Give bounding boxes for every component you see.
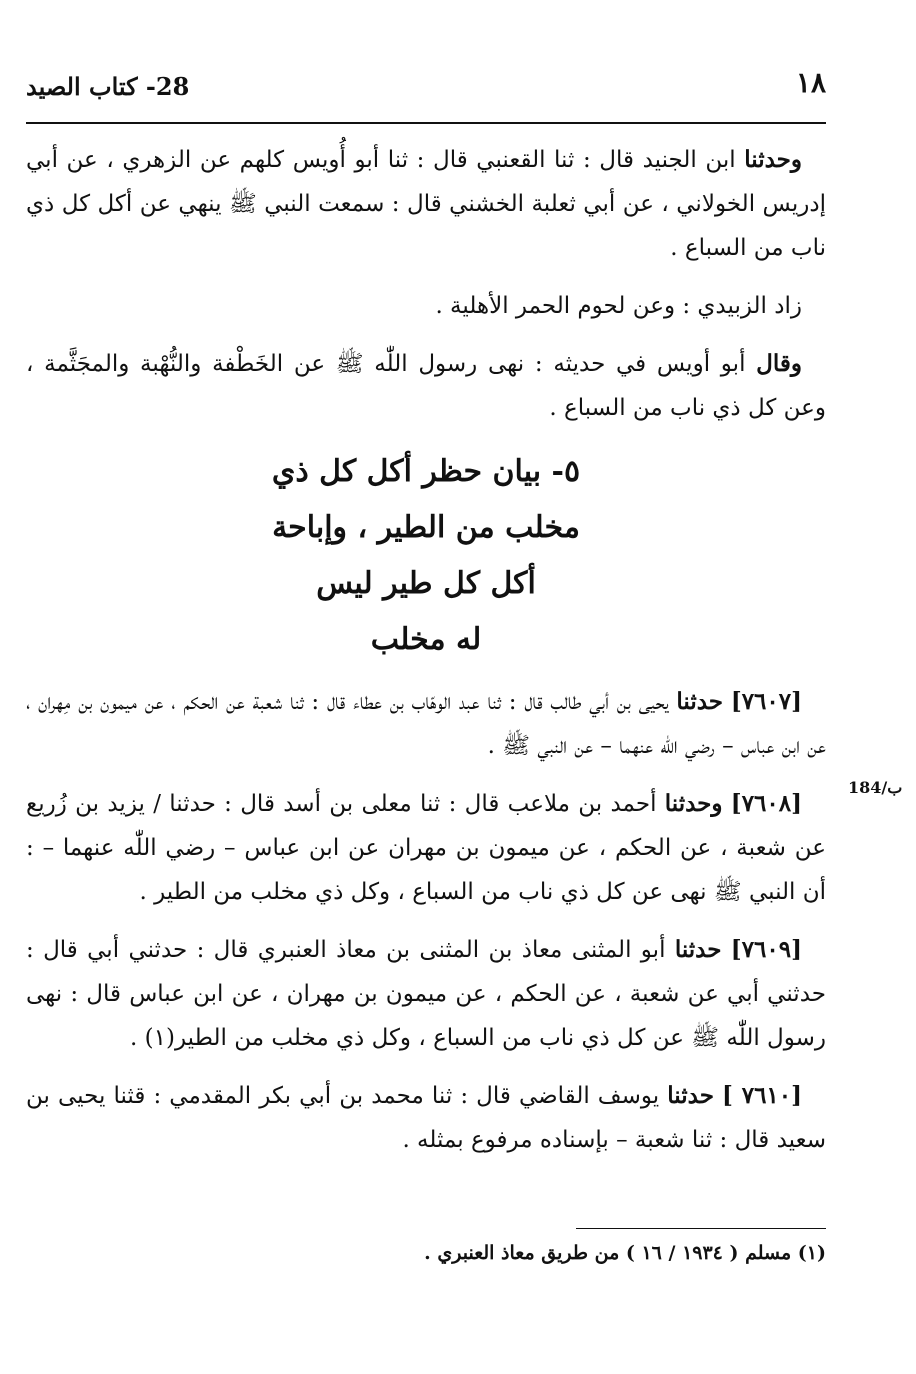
paragraph-text: زاد الزبيدي : وعن لحوم الحمر الأهلية . (435, 293, 802, 319)
header-rule (26, 122, 826, 124)
paragraph-lead: وحدثنا (744, 146, 802, 173)
paragraph-text: أبو أويس في حديثه : نهى رسول اللّٰه ﷺ عن الخَطْفة والنُّهْبة والمجَثَّمة ، وعن كل ذي ناب من السباع . (26, 351, 826, 421)
chapter-title: 28- كتاب الصيد (26, 72, 190, 101)
page-body (26, 138, 826, 1176)
section-heading-line: أكل كل طير ليس (316, 566, 536, 601)
section-heading-line: مخلب من الطير ، وإباحة (272, 510, 580, 545)
paragraph (26, 284, 826, 328)
hadith-text: أبو المثنى معاذ بن المثنى بن معاذ العنبري قال : حدثني أبي قال : حدثني أبي عن شعبة ، عن الحكم ، عن ميمون بن مهران ، عن ابن عباس قال : نهى رسول اللّٰه ﷺ عن كل ذي ناب من السباع ، وكل ذي مخلب من الطير(١) . (26, 937, 826, 1051)
hadith-number: [٧٦٠٧] (730, 688, 803, 715)
footnote: (١) مسلم ( ١٩٣٤ / ١٦ ) من طريق معاذ العنبري . (424, 1242, 826, 1264)
paragraph (26, 138, 826, 270)
hadith-text: يحيى بن أبي طالب قال : ثنا عبد الوهّاب بن عطاء قال : ثنا شعبة عن الحكم ، عن ميمون بن مِهران ، عن ابن عباس – رضي اللّٰه عنهما – عن النبي ﷺ . (26, 689, 826, 759)
hadith-entry (26, 680, 826, 768)
hadith-text: أحمد بن ملاعب قال : ثنا معلى بن أسد قال : حدثنا / يزيد بن زُريع عن شعبة ، عن الحكم ، عن ميمون بن مهران عن ابن عباس – رضي اللّٰه عنهما – : أن النبي ﷺ نهى عن كل ذي ناب من السباع ، وكل ذي مخلب من الطير . (26, 791, 826, 905)
paragraph-text: ابن الجنيد قال : ثنا القعنبي قال : ثنا أبو أُويس كلهم عن الزهري ، عن أبي إدريس الخولاني ، عن أبي ثعلبة الخشني قال : سمعت النبي ﷺ ينهي عن أكل كل ذي ناب من السباع . (26, 147, 826, 261)
hadith-entry (26, 782, 826, 914)
hadith-number: [٧٦٠٨] (730, 790, 802, 817)
hadith-text: يوسف القاضي قال : ثنا محمد بن أبي بكر المقدمي : قثنا يحيى بن سعيد قال : ثنا شعبة – بإسناده مرفوع بمثله . (26, 1083, 826, 1153)
section-heading-line: له مخلب (370, 622, 482, 657)
hadith-number: [٧٦١٠ ] (722, 1082, 803, 1109)
hadith-entry (26, 928, 826, 1060)
section-heading-line: ٥- بيان حظر أكل كل ذي (271, 454, 581, 489)
paragraph (26, 342, 826, 430)
hadith-lead: حدثنا (674, 936, 722, 963)
page-number: ١٨ (795, 66, 826, 99)
hadith-lead: حدثنا (676, 688, 724, 715)
hadith-entry (26, 1074, 826, 1162)
hadith-lead: حدثنا (667, 1082, 714, 1109)
hadith-lead: وحدثنا (664, 790, 723, 817)
margin-folio-note: 184/ب (848, 778, 903, 797)
footnote-rule (576, 1228, 826, 1229)
section-heading (26, 444, 826, 668)
paragraph-lead: وقال (756, 350, 802, 377)
hadith-number: [٧٦٠٩] (730, 936, 802, 963)
running-header (26, 66, 826, 106)
